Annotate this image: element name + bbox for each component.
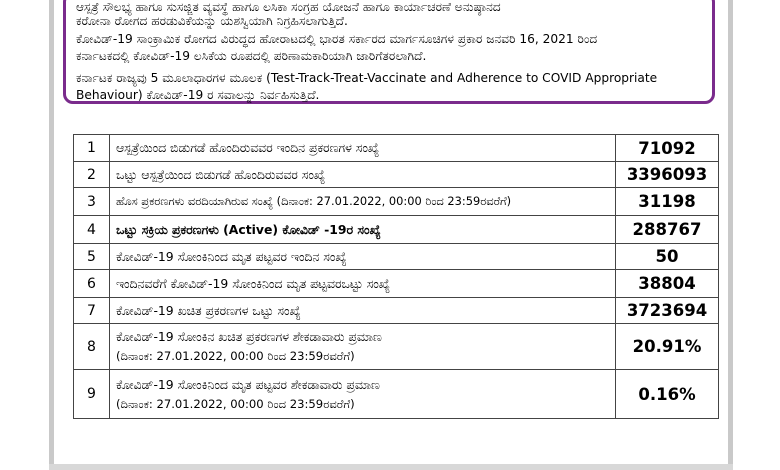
notice-line: ಆಸ್ಪತ್ರೆ ಸೌಲಭ್ಯ ಹಾಗೂ ಸುಸಜ್ಜಿತ ವ್ಯವಸ್ಥೆ ಹಾಗೂ ಲಸಿಕಾ ಸಂಗ್ರಹ ಯೋಜನೆ ಹಾಗೂ ಕಾರ್ಯಾಚರಣೆ ಅನುಷ್ಠಾನದ bbox=[76, 0, 501, 14]
row-value: 71092 bbox=[616, 135, 719, 162]
row-description: ಕೋವಿಡ್-19 ಸೋಂಕಿನಿಂದ ಮೃತ ಪಟ್ಟವರ ಶೇಕಡಾವಾರು ಪ್ರಮಾಣ bbox=[116, 376, 380, 392]
row-value: 3723694 bbox=[616, 298, 719, 324]
row-description: ಆಸ್ಪತ್ರೆಯಿಂದ ಬಿಡುಗಡೆ ಹೊಂದಿರುವವರ ಇಂದಿನ ಪ್ರಕರಣಗಳ ಸಂಖ್ಯೆ bbox=[110, 135, 616, 162]
row-description: ಕೋವಿಡ್-19 ಖಚಿತ ಪ್ರಕರಣಗಳ ಒಟ್ಟು ಸಂಖ್ಯೆ bbox=[110, 298, 616, 324]
table-row bbox=[74, 244, 719, 270]
notice-line: Behaviour) ಕೋವಿಡ್-19 ರ ಸವಾಲನ್ನು ನಿರ್ವಹಿಸುತ್ತಿದೆ. bbox=[76, 88, 320, 102]
page-bottom-edge bbox=[49, 464, 733, 470]
table-row bbox=[74, 270, 719, 298]
table-row bbox=[74, 135, 719, 162]
row-value: 3396093 bbox=[616, 162, 719, 188]
row-description: ಒಟ್ಟು ಆಸ್ಪತ್ರೆಯಿಂದ ಬಿಡುಗಡೆ ಹೊಂದಿರುವವರ ಸಂಖ್ಯೆ bbox=[110, 162, 616, 188]
row-date-range: (ದಿನಾಂಕ: 27.01.2022, 00:00 ರಿಂದ 23:59ರವರೆಗೆ) bbox=[116, 396, 355, 411]
row-value: 20.91% bbox=[616, 324, 719, 370]
row-date-range: (ದಿನಾಂಕ: 27.01.2022, 00:00 ರಿಂದ 23:59ರವರೆಗೆ) bbox=[116, 349, 355, 363]
table-row bbox=[74, 370, 719, 419]
row-value: 38804 bbox=[616, 270, 719, 298]
notice-box bbox=[63, 0, 715, 104]
table-row bbox=[74, 162, 719, 188]
covid-stats-table bbox=[73, 134, 719, 419]
table-row bbox=[74, 216, 719, 244]
row-value: 31198 bbox=[616, 188, 719, 216]
notice-line: ಕರೋನಾ ರೋಗದ ಹರಡುವಿಕೆಯನ್ನು ಯಶಸ್ವಿಯಾಗಿ ನಿಗ್ರಹಿಸಲಾಗುತ್ತಿದೆ. bbox=[76, 14, 348, 28]
notice-line: ಕರ್ನಾಟಕದಲ್ಲಿ ಕೋವಿಡ್-19 ಲಸಿಕೆಯ ರೂಪದಲ್ಲಿ ಪರಿಣಾಮಕಾರಿಯಾಗಿ ಜಾರಿಗೆತರಲಾಗಿದೆ. bbox=[76, 49, 427, 63]
page-edge-left bbox=[49, 0, 54, 470]
notice-line: ಕೋವಿಡ್-19 ಸಾಂಕ್ರಾಮಿಕ ರೋಗದ ವಿರುದ್ಧದ ಹೋರಾಟದಲ್ಲಿ ಭಾರತ ಸರ್ಕಾರದ ಮಾರ್ಗಸೂಚಿಗಳ ಪ್ರಕಾರ ಜನವರಿ 16, 2021 ರಿಂದ bbox=[76, 32, 598, 46]
row-description: ಒಟ್ಟು ಸಕ್ರಿಯ ಪ್ರಕರಣಗಳು (Active) ಕೋವಿಡ್ -19ರ ಸಂಖ್ಯೆ bbox=[110, 216, 616, 244]
row-description-cell bbox=[110, 370, 616, 419]
row-description: ಹೊಸ ಪ್ರಕರಣಗಳು ವರದಿಯಾಗಿರುವ ಸಂಖ್ಯೆ (ದಿನಾಂಕ: 27.01.2022, 00:00 ರಿಂದ 23:59ರವರೆಗೆ) bbox=[110, 188, 616, 216]
table-row bbox=[74, 324, 719, 370]
row-description-cell bbox=[110, 324, 616, 370]
table-row bbox=[74, 188, 719, 216]
row-number: 8 bbox=[74, 324, 110, 370]
row-number: 3 bbox=[74, 188, 110, 216]
page-edge-right bbox=[728, 0, 733, 470]
row-number: 1 bbox=[74, 135, 110, 162]
table-row bbox=[74, 298, 719, 324]
row-description: ಇಂದಿನವರೆಗೆ ಕೋವಿಡ್-19 ಸೋಂಕಿನಿಂದ ಮೃತ ಪಟ್ಟವರಒಟ್ಟು ಸಂಖ್ಯೆ bbox=[110, 270, 616, 298]
notice-line: ಕರ್ನಾಟಕ ರಾಜ್ಯವು 5 ಮೂಲಾಧಾರಗಳ ಮೂಲಕ (Test-Track-Treat-Vaccinate and Adherence to COVID Appropriate bbox=[76, 71, 658, 85]
row-number: 5 bbox=[74, 244, 110, 270]
row-value: 50 bbox=[616, 244, 719, 270]
row-value: 0.16% bbox=[616, 370, 719, 419]
row-description: ಕೋವಿಡ್-19 ಸೋಂಕಿನಿಂದ ಮೃತ ಪಟ್ಟವರ ಇಂದಿನ ಸಂಖ್ಯೆ bbox=[110, 244, 616, 270]
row-description: ಕೋವಿಡ್-19 ಸೋಂಕಿನ ಖಚಿತ ಪ್ರಕರಣಗಳ ಶೇಕಡಾವಾರು ಪ್ರಮಾಣ bbox=[116, 329, 382, 344]
row-number: 6 bbox=[74, 270, 110, 298]
row-number: 2 bbox=[74, 162, 110, 188]
row-value: 288767 bbox=[616, 216, 719, 244]
row-number: 4 bbox=[74, 216, 110, 244]
row-number: 7 bbox=[74, 298, 110, 324]
row-number: 9 bbox=[74, 370, 110, 419]
